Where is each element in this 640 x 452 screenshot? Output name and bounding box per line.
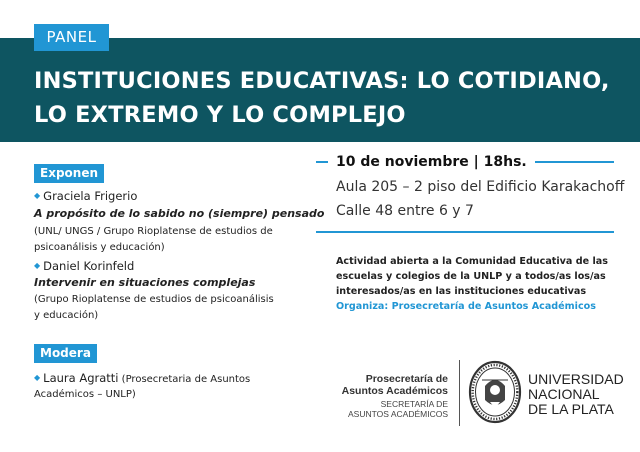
moderator-name: Laura Agratti — [43, 371, 119, 385]
speaker-1-talk: A propósito de lo sabido no (siempre) pensado — [34, 207, 325, 220]
title-banner — [0, 38, 640, 142]
exponen-label: Exponen — [34, 164, 104, 183]
modera-label: Modera — [34, 344, 97, 363]
speaker-2-affiliation: (Grupo Rioplatense de estudios de psicoanálisis y educación) — [34, 294, 274, 321]
speaker-1-name: ◆ Graciela Frigerio — [34, 189, 138, 203]
moderator — [34, 370, 250, 402]
speaker-2-name: ◆ Daniel Korinfeld — [34, 259, 135, 273]
event-place-1: Aula 205 – 2 piso del Edificio Karakachoff — [336, 179, 625, 195]
bullet-icon: ◆ — [34, 373, 41, 382]
event-place-2: Calle 48 entre 6 y 7 — [336, 203, 474, 219]
logo-divider — [459, 360, 460, 426]
speaker-2-talk: Intervenir en situaciones complejas — [34, 276, 256, 289]
page-title — [34, 64, 610, 132]
unlp-seal-icon — [468, 360, 522, 424]
event-datetime: 10 de noviembre | 18hs. — [328, 152, 535, 172]
speaker-1-affiliation: (UNL/ UNGS / Grupo Rioplatense de estudios de psicoanálisis y educación) — [34, 226, 273, 253]
title-line-2: LO EXTREMO Y LO COMPLEJO — [34, 102, 406, 128]
organizer: Organiza: Prosecretaría de Asuntos Académicos — [336, 301, 596, 312]
title-line-1: INSTITUCIONES EDUCATIVAS: LO COTIDIANO, — [34, 68, 610, 94]
moderator-affiliation-1: (Prosecretaria de Asuntos — [118, 374, 251, 385]
bullet-icon: ◆ — [34, 191, 41, 200]
prosecretaria-logo: Prosecretaría de Asuntos Académicos SECRETARÍA DE ASUNTOS ACADÉMICOS — [341, 373, 448, 419]
unlp-logo-text: UNIVERSIDAD NACIONAL DE LA PLATA — [528, 371, 624, 417]
panel-tag: PANEL — [34, 24, 109, 51]
event-details-box — [316, 154, 625, 233]
activity-info: Actividad abierta a la Comunidad Educativa de las escuelas y colegios de la UNLP y a todos/as los/as interesados/as en las instituciones educativas Organiza: Prosecretaría de Asuntos Académicos — [336, 256, 608, 312]
moderator-affiliation-2: Académicos – UNLP) — [34, 389, 136, 400]
bullet-icon: ◆ — [34, 261, 41, 270]
